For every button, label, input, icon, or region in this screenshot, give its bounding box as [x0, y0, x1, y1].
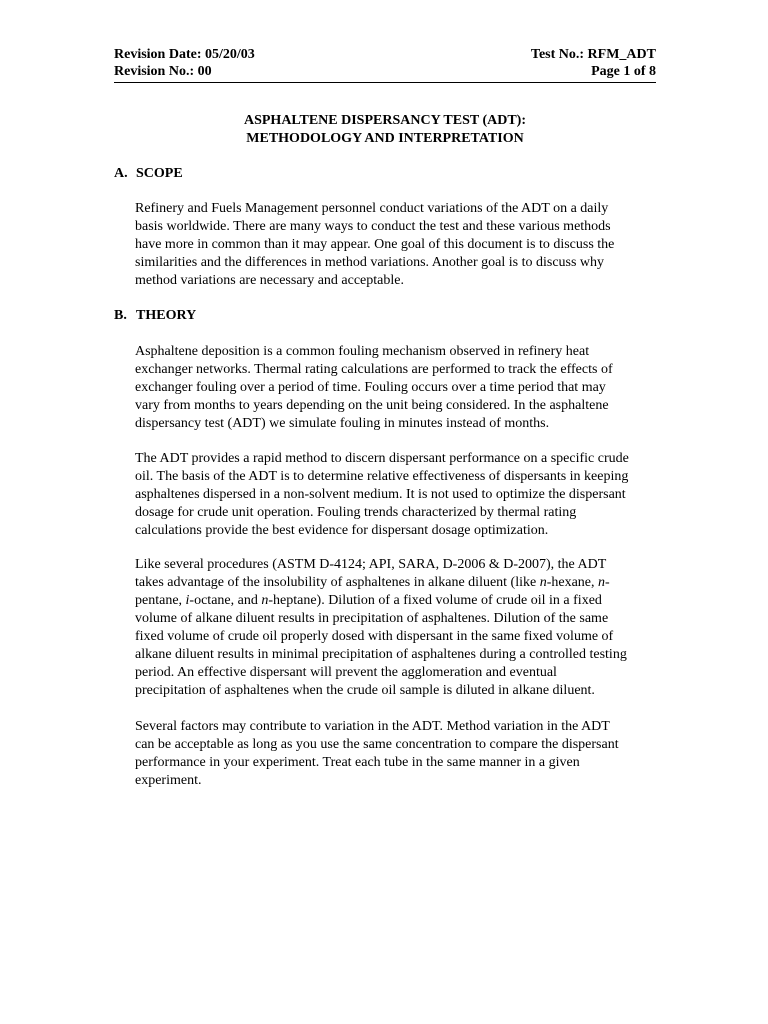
text-run: -heptane). Dilution of a fixed volume of crude oil in a fixed: [268, 593, 602, 608]
title-line-1: ASPHALTENE DISPERSANCY TEST (ADT):: [243, 113, 527, 128]
section-heading-scope: [114, 165, 183, 183]
text-line: exchanger networks. Thermal rating calculations are performed to track the effects of: [135, 362, 613, 377]
scope-paragraph: [135, 200, 660, 290]
text-line: fixed volume of crude oil properly dosed with dispersant in the same fixed volume of: [135, 629, 614, 644]
text-line: alkane diluent results in minimal precipitation of asphaltenes during a controlled testing: [135, 647, 627, 662]
text-line: performance in your experiment. Treat each tube in the same manner in a given: [135, 755, 580, 770]
test-number: Test No.: RFM_ADT: [530, 47, 656, 62]
text-line: volume of alkane diluent results in precipitation of asphaltenes. Dilution of the same: [135, 611, 609, 626]
text-line: similarities and the differences in method variations. Another goal is to discuss why: [135, 255, 605, 270]
text-run: -hexane,: [546, 575, 599, 590]
text-line: Asphaltene deposition is a common fouling mechanism observed in refinery heat: [135, 344, 590, 359]
theory-paragraph-1: [135, 343, 660, 433]
text-line: period. An effective dispersant will prevent the agglomeration and eventual: [135, 665, 557, 680]
text-line: dispersancy test (ADT) we simulate fouling in minutes instead of months.: [135, 416, 550, 431]
text-line: [135, 592, 660, 610]
text-line: oil. The basis of the ADT is to determine relative effectiveness of dispersants in keeping: [135, 469, 629, 484]
text-line: experiment.: [135, 773, 202, 788]
text-line: can be acceptable as long as you use the same concentration to compare the dispersant: [135, 737, 619, 752]
section-letter: A.: [114, 166, 128, 181]
text-line: calculations provide the best evidence for dispersant dosage optimization.: [135, 523, 549, 538]
header-row-1: [114, 46, 656, 63]
revision-number: Revision No.: 00: [114, 64, 212, 79]
text-line: method variations are necessary and acceptable.: [135, 273, 404, 288]
section-heading-theory: [114, 307, 196, 325]
text-line: vary from months to years depending on the unit being considered. In the asphaltene: [135, 398, 609, 413]
italic-prefix: n: [261, 593, 269, 608]
page-header: [114, 46, 656, 80]
text-line: The ADT provides a rapid method to discern dispersant performance on a specific crude: [135, 451, 629, 466]
text-run: takes advantage of the insolubility of asphaltenes in alkane diluent (like: [135, 575, 540, 590]
text-run: -octane, and: [189, 593, 262, 608]
theory-paragraph-3: [135, 556, 660, 700]
theory-paragraph-2: [135, 450, 660, 540]
text-line: precipitation of asphaltenes when the crude oil sample is diluted in alkane diluent.: [135, 683, 595, 698]
text-line: Several factors may contribute to variation in the ADT. Method variation in the ADT: [135, 719, 610, 734]
title-line-2: METHODOLOGY AND INTERPRETATION: [246, 131, 524, 146]
italic-prefix: n: [539, 575, 547, 590]
page-number: Page 1 of 8: [591, 64, 656, 79]
document-title: [114, 112, 656, 148]
text-line: basis worldwide. There are many ways to conduct the test and these various methods: [135, 219, 611, 234]
section-letter: B.: [114, 308, 127, 323]
text-run: -: [605, 575, 610, 590]
text-line: have more in common than it may appear. One goal of this document is to discuss the: [135, 237, 615, 252]
section-title: THEORY: [136, 308, 197, 323]
italic-prefix: n: [598, 575, 606, 590]
text-run: pentane,: [135, 593, 186, 608]
text-line: Refinery and Fuels Management personnel conduct variations of the ADT on a daily: [135, 201, 609, 216]
text-line: exchanger fouling over a period of time. Fouling occurs over a time period that may: [135, 380, 606, 395]
text-line: dosage for crude unit operation. Fouling trends characterized by thermal rating: [135, 505, 577, 520]
italic-prefix: i: [185, 593, 190, 608]
text-line: Like several procedures (ASTM D-4124; API, SARA, D-2006 & D-2007), the ADT: [135, 557, 607, 572]
theory-paragraph-4: [135, 718, 660, 790]
section-title: SCOPE: [136, 166, 183, 181]
text-line: [135, 574, 660, 592]
text-line: asphaltenes dispersed in a non-solvent medium. It is not used to optimize the dispersant: [135, 487, 626, 502]
header-divider: [114, 82, 656, 83]
revision-date: Revision Date: 05/20/03: [114, 47, 255, 62]
header-row-2: [114, 63, 656, 80]
